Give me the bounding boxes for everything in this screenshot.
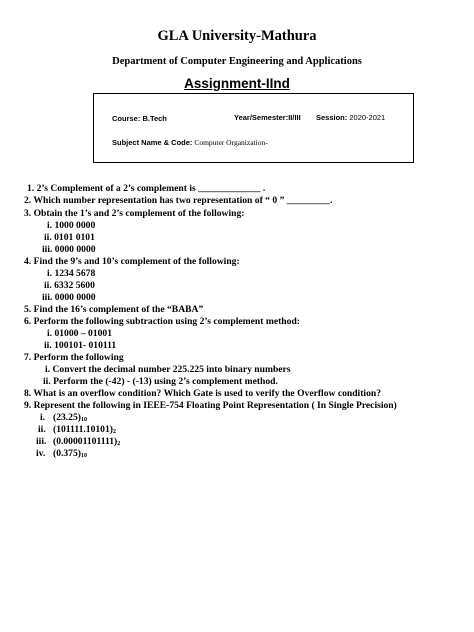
question-4-part-i: i. 1234 5678	[47, 268, 96, 279]
question-9-part-iii-base: 2	[117, 441, 121, 447]
university-title: GLA University-Mathura	[157, 28, 317, 44]
question-3-part-iii: iii. 0000 0000	[42, 244, 96, 255]
course-field	[112, 114, 167, 123]
session-value: 2020-2021	[349, 113, 386, 122]
course-label: Course:	[112, 114, 141, 123]
subject-value: Computer Organization-	[194, 138, 268, 147]
course-value: B.Tech	[142, 114, 167, 123]
question-9-part-ii	[53, 424, 116, 435]
year-value: II/III	[288, 113, 301, 122]
question-1: 1. 2’s Complement of a 2’s complement is _____________ .	[27, 183, 266, 194]
question-3-part-ii: ii. 0101 0101	[44, 232, 95, 243]
question-9: 9. Represent the following in IEEE-754 Floating Point Representation ( In Single Precision)	[24, 400, 397, 411]
course-info-box	[93, 93, 414, 163]
question-9-part-iv	[53, 448, 87, 459]
session-field	[316, 113, 385, 122]
question-9-part-iii-value: (0.00001101111)	[53, 436, 118, 447]
year-field	[234, 113, 301, 122]
question-7: 7. Perform the following	[24, 352, 124, 363]
question-3-part-i: i. 1000 0000	[47, 220, 96, 231]
question-9-part-ii-number: ii.	[38, 424, 46, 435]
question-9-part-ii-value: (101111.10101)	[53, 424, 113, 435]
question-9-part-iv-number: iv.	[36, 448, 46, 459]
question-4-part-ii: ii. 6332 5600	[44, 280, 95, 291]
session-label: Session:	[316, 113, 348, 122]
assignment-title: Assignment-IInd	[184, 76, 290, 91]
question-4: 4. Find the 9’s and 10’s complement of the following:	[24, 256, 240, 267]
question-6-part-ii: ii. 100101- 010111	[44, 340, 117, 351]
question-9-part-i	[53, 412, 87, 423]
question-9-part-iii-number: iii.	[36, 436, 47, 447]
question-9-part-i-base: 10	[80, 417, 87, 423]
question-7-part-ii: ii. Perform the (-42) - (-13) using 2’s complement method.	[43, 376, 278, 387]
question-8: 8. What is an overflow condition? Which Gate is used to verify the Overflow condition?	[24, 388, 382, 399]
question-6: 6. Perform the following subtraction using 2’s complement method:	[24, 316, 300, 327]
department-title: Department of Computer Engineering and Applications	[112, 56, 362, 67]
question-9-part-iv-base: 10	[80, 453, 87, 459]
subject-label: Subject Name & Code:	[112, 138, 193, 147]
question-6-part-i: i. 01000 – 01001	[47, 328, 113, 339]
question-7-part-i: i. Convert the decimal number 225.225 into binary numbers	[45, 364, 291, 375]
question-2: 2. Which number representation has two representation of “ 0 ” _________.	[24, 195, 333, 206]
subject-field	[112, 138, 268, 147]
question-9-part-ii-base: 2	[112, 429, 116, 435]
question-4-part-iii: iii. 0000 0000	[42, 292, 96, 303]
question-9-part-iii	[53, 436, 120, 447]
year-label: Year/Semester:	[234, 113, 289, 122]
question-9-part-i-number: i.	[40, 412, 46, 423]
question-5: 5. Find the 16’s complement of the “BABA”	[24, 304, 204, 315]
question-9-part-iv-value: (0.375)	[53, 448, 81, 459]
question-9-part-i-value: (23.25)	[53, 412, 81, 423]
question-3: 3. Obtain the 1’s and 2’s complement of the following:	[24, 208, 245, 219]
